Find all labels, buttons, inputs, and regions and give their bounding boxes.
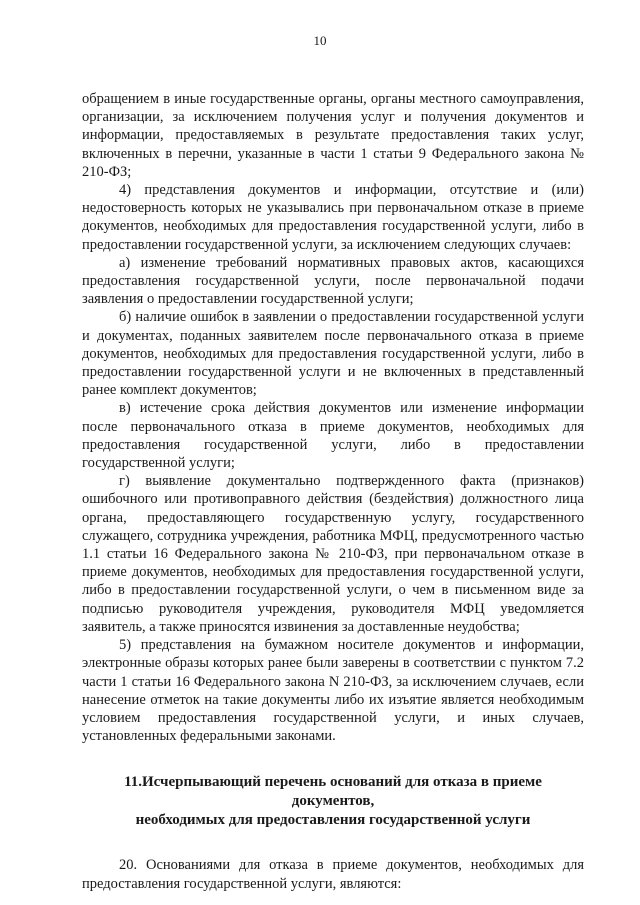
paragraph-20: 20. Основаниями для отказа в приеме документов, необходимых для предоставления государственной услуги, являются: [82,857,584,892]
paragraph-subitem-g: г) выявление документально подтвержденного факта (признаков) ошибочного или противоправного действия (бездействия) должностного лица органа, предоставляющего государственную услугу, государственного служащего, сотрудника учреждения, работника МФЦ, предусмотренного частью 1.1 статьи 16 Федерального закона № 210-ФЗ, при первоначальном отказе в приеме документов, необходимых для предоставления государственной услуги, либо в предоставлении государственной услуги, о чем в письменном виде за подписью руководителя учреждения, руководителя МФЦ уведомляется заявитель, а также приносятся извинения за доставленные неудобства; [82,473,584,635]
paragraph-item-4: 4) представления документов и информации, отсутствие и (или) недостоверность которых не указывались при первоначальном отказе в приеме документов, необходимых для предоставления государственной услуги, либо в предоставлении государственной услуги, за исключением следующих случаев: [82,182,584,253]
page-number: 10 [313,33,327,48]
paragraph-subitem-b: б) наличие ошибок в заявлении о предоставлении государственной услуги и документах, поданных заявителем после первоначального отказа в приеме документов, необходимых для предоставления государственной услуги, либо в предоставлении государственной услуги и не включенных в представленный ранее комплект документов; [82,309,584,399]
section-heading [82,773,584,830]
paragraph-subitem-v: в) истечение срока действия документов или изменение информации после первоначального отказа в приеме документов, необходимых для предоставления государственной услуги, либо в предоставлении государственной услуги; [82,400,584,472]
paragraph-subitem-a: а) изменение требований нормативных правовых актов, касающихся предоставления государственной услуги, после первоначальной подачи заявления о предоставлении государственной услуги; [82,254,584,308]
section-heading-line-1: 11.Исчерпывающий перечень оснований для отказа в приеме документов, [124,774,542,810]
section-heading-line-2: необходимых для предоставления государственной услуги [135,812,531,829]
paragraph-continuation: обращением в иные государственные органы, органы местного самоуправления, организации, за исключением получения услуг и получения документов и информации, предоставляемых в результате предоставления таких услуг, включенных в перечни, указанные в части 1 статьи 9 Федерального закона № 210-ФЗ; [82,91,584,180]
document-body [82,90,584,893]
paragraph-item-5: 5) представления на бумажном носителе документов и информации, электронные образы которых ранее были заверены в соответствии с пунктом 7.2 части 1 статьи 16 Федерального закона N 210-ФЗ, за исключением случаев, если нанесение отметок на такие документы либо их изъятие является необходимым условием предоставления государственной услуги, и иных случаев, установленных федеральными законами. [82,637,584,745]
